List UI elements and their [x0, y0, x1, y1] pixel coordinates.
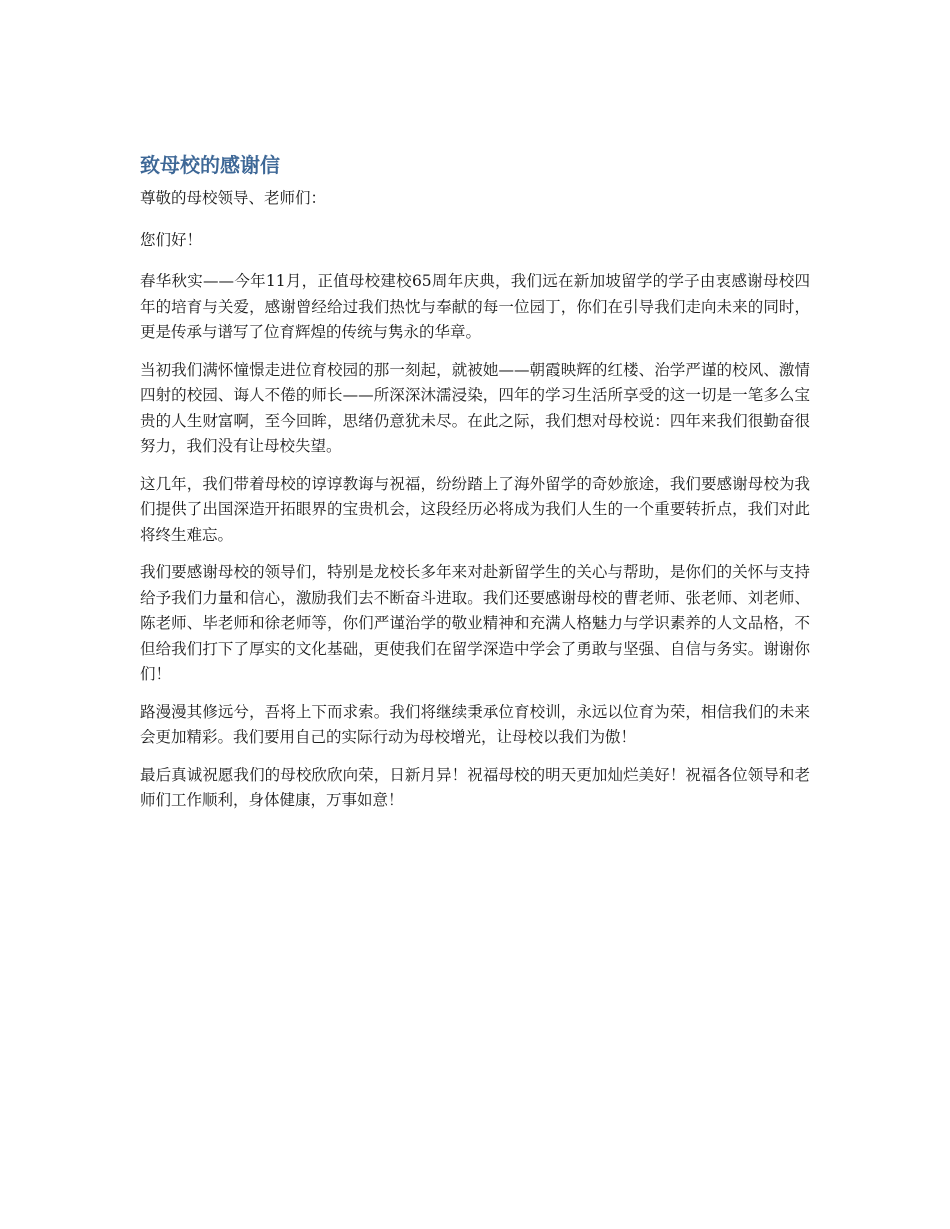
letter-salutation: 尊敬的母校领导、老师们：	[140, 189, 327, 207]
letter-body	[140, 150, 810, 826]
letter-paragraph: 这几年，我们带着母校的谆谆教诲与祝福，纷纷踏上了海外留学的奇妙旅途，我们要感谢母校为我们提供了出国深造开拓眼界的宝贵机会，这段经历必将成为我们人生的一个重要转折点，我们对此将终生难忘。	[140, 474, 810, 544]
letter-paragraph: 路漫漫其修远兮，吾将上下而求索。我们将继续秉承位育校训，永远以位育为荣，相信我们的未来会更加精彩。我们要用自己的实际行动为母校增光，让母校以我们为傲！	[140, 702, 810, 746]
letter-paragraph: 当初我们满怀憧憬走进位育校园的那一刻起，就被她——朝霞映辉的红楼、治学严谨的校风、激情四射的校园、诲人不倦的师长——所深深沐濡浸染，四年的学习生活所享受的这一切是一笔多么宝贵的人生财富啊，至今回眸，思绪仍意犹未尽。在此之际，我们想对母校说：四年来我们很勤奋很努力，我们没有让母校失望。	[140, 360, 810, 455]
letter-paragraph: 春华秋实——今年11月，正值母校建校65周年庆典，我们远在新加坡留学的学子由衷感谢母校四年的培育与关爱，感谢曾经给过我们热忱与奉献的每一位园丁，你们在引导我们走向未来的同时，更是传承与谱写了位育辉煌的传统与隽永的华章。	[140, 272, 810, 341]
letter-paragraph: 我们要感谢母校的领导们，特别是龙校长多年来对赴新留学生的关心与帮助，是你们的关怀与支持给予我们力量和信心，激励我们去不断奋斗进取。我们还要感谢母校的曹老师、张老师、刘老师、陈老师、毕老师和徐老师等，你们严谨治学的敬业精神和充满人格魅力与学识素养的人文品格，不但给我们打下了厚实的文化基础，更使我们在留学深造中学会了勇敢与坚强、自信与务实。谢谢你们！	[140, 563, 810, 683]
letter-paragraph: 最后真诚祝愿我们的母校欣欣向荣，日新月异！祝福母校的明天更加灿烂美好！祝福各位领导和老师们工作顺利，身体健康，万事如意！	[140, 765, 810, 809]
letter-title: 致母校的感谢信	[140, 153, 280, 177]
letter-greeting: 您们好！	[140, 230, 203, 249]
